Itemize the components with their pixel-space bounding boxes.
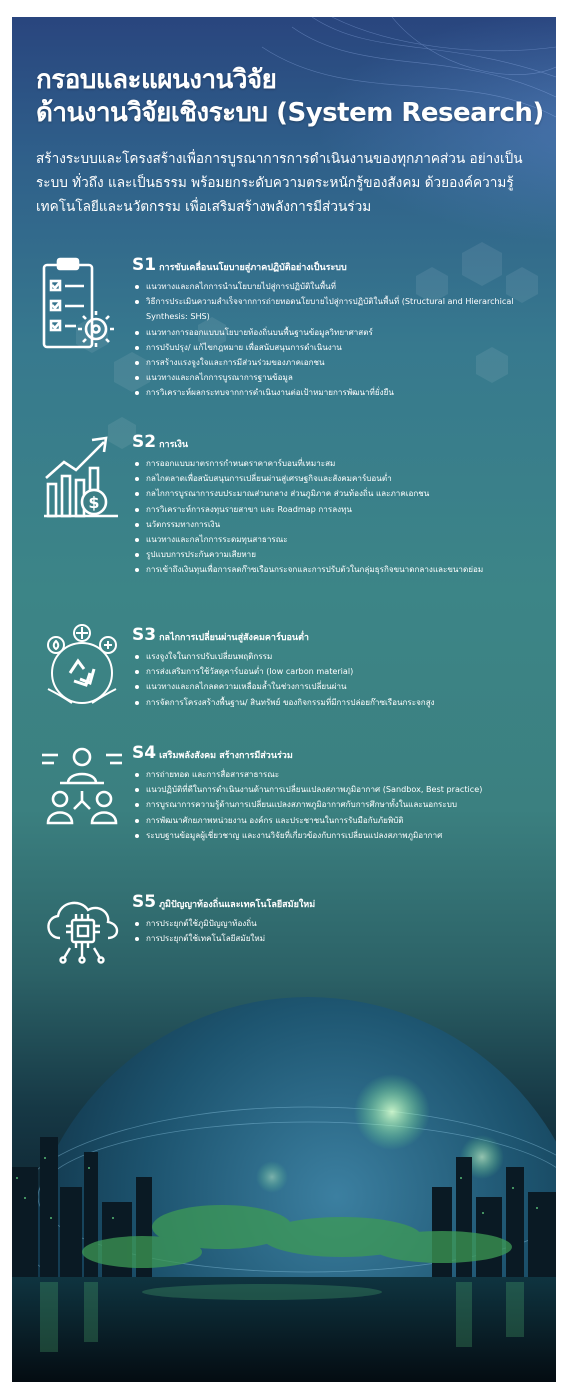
list-item: การเข้าถึงเงินทุนเพื่อการลดก๊าซเรือนกระจกและการปรับตัวในกลุ่มธุรกิจขนาดกลางและขนาดย่อม <box>132 562 544 577</box>
section-code: S4 <box>132 743 157 763</box>
list-item: ระบบฐานข้อมูลผู้เชี่ยวชาญ และงานวิจัยที่เกี่ยวข้องกับการเปลี่ยนแปลงสภาพภูมิอากาศ <box>132 828 544 843</box>
list-item: การสร้างแรงจูงใจและการมีส่วนร่วมของภาคเอกชน <box>132 355 544 370</box>
section-code: S5 <box>132 892 157 912</box>
list-item: แนวทางและกลไกการนำนโยบายไปสู่การปฏิบัติในพื้นที่ <box>132 279 544 294</box>
svg-text:$: $ <box>88 493 100 512</box>
section-title: การขับเคลื่อนนโยบายสู่ภาคปฏิบัติอย่างเป็นระบบ <box>159 263 347 273</box>
community-meeting-icon <box>40 743 124 833</box>
list-item: การประยุกต์ใช้เทคโนโลยีสมัยใหม่ <box>132 931 544 946</box>
intro-paragraph: สร้างระบบและโครงสร้างเพื่อการบูรณาการการดำเนินงานของทุกภาคส่วน อย่างเป็นระบบ ทั่วถึง และเป็นธรรม พร้อมยกระดับความตระหนักรู้ของสังคม ด้วยองค์ความรู้ เทคโนโลยีและนวัตกรรม เพื่อเสริมสร้างพลังการมีส่วนร่วม <box>36 151 523 215</box>
list-item: กลไกการบูรณาการงบประมาณส่วนกลาง ส่วนภูมิภาค ส่วนท้องถิ่น และภาคเอกชน <box>132 486 544 501</box>
section-heading <box>132 255 542 275</box>
list-item: การประยุกต์ใช้ภูมิปัญญาท้องถิ่น <box>132 916 544 931</box>
finance-growth-chart-icon <box>40 432 124 522</box>
clipboard-checklist-gear-icon <box>40 255 120 355</box>
list-item: แรงจูงใจในการปรับเปลี่ยนพฤติกรรม <box>132 649 544 664</box>
title-line-2: ด้านงานวิจัยเชิงระบบ (System Research) <box>36 98 544 128</box>
recycle-hands-globe-icon <box>40 623 124 707</box>
list-item: แนวทางและกลไกการระดมทุนสาธารณะ <box>132 532 544 547</box>
section-heading <box>132 892 542 912</box>
list-item: การปรับปรุง/ แก้ไขกฎหมาย เพื่อสนับสนุนการดำเนินงาน <box>132 340 544 355</box>
section-item-list <box>132 279 544 401</box>
section-code: S3 <box>132 625 157 645</box>
section-title: การเงิน <box>159 440 189 450</box>
list-item: แนวทางการออกแบบนโยบายท้องถิ่นบนพื้นฐานข้อมูลวิทยาศาสตร์ <box>132 325 544 340</box>
list-item: การส่งเสริมการใช้วัสดุคาร์บอนต่ำ (low carbon material) <box>132 664 544 679</box>
section-title: กลไกการเปลี่ยนผ่านสู่สังคมคาร์บอนต่ำ <box>159 633 309 643</box>
section-code: S2 <box>132 432 157 452</box>
section-code: S1 <box>132 255 157 275</box>
section-heading <box>132 743 542 763</box>
list-item: แนวทางและกลไกลดความเหลื่อมล้ำในช่วงการเปลี่ยนผ่าน <box>132 679 544 694</box>
list-item: การออกแบบมาตรการกำหนดราคาคาร์บอนที่เหมาะสม <box>132 456 544 471</box>
section-heading <box>132 432 542 452</box>
cloud-chip-icon <box>40 894 128 966</box>
list-item: การวิเคราะห์ผลกระทบจากการดำเนินงานต่อเป้าหมายการพัฒนาที่ยั่งยืน <box>132 385 544 400</box>
list-item: แนวปฏิบัติที่ดีในการดำเนินงานด้านการเปลี่ยนแปลงสภาพภูมิอากาศ (Sandbox, Best practice) <box>132 782 544 797</box>
glowing-continent <box>354 1074 430 1150</box>
list-item: แนวทางและกลไกการบูรณาการฐานข้อมูล <box>132 370 544 385</box>
poster <box>12 17 556 1382</box>
list-item: นวัตกรรมทางการเงิน <box>132 517 544 532</box>
section-item-list <box>132 649 544 710</box>
section-item-list <box>132 916 544 946</box>
section-item-list <box>132 456 544 578</box>
page-title <box>36 64 546 130</box>
list-item: การจัดการโครงสร้างพื้นฐาน/ สินทรัพย์ ของกิจกรรมที่มีการปล่อยก๊าซเรือนกระจกสูง <box>132 695 544 710</box>
section-item-list <box>132 767 544 843</box>
list-item: การวิเคราะห์การลงทุนรายสาขา และ Roadmap การลงทุน <box>132 502 544 517</box>
list-item: การบูรณาการความรู้ด้านการเปลี่ยนแปลงสภาพภูมิอากาศกับการศึกษาทั้งในและนอกระบบ <box>132 797 544 812</box>
section-title: เสริมพลังสังคม สร้างการมีส่วนร่วม <box>159 751 293 761</box>
section-title: ภูมิปัญญาท้องถิ่นและเทคโนโลยีสมัยใหม่ <box>159 900 316 910</box>
section-heading <box>132 625 542 645</box>
list-item: การถ่ายทอด และการสื่อสารสาธารณะ <box>132 767 544 782</box>
list-item: กลไกตลาดเพื่อสนับสนุนการเปลี่ยนผ่านสู่เศรษฐกิจและสังคมคาร์บอนต่ำ <box>132 471 544 486</box>
list-item: การพัฒนาศักยภาพหน่วยงาน องค์กร และประชาชนในการรับมือกับภัยพิบัติ <box>132 813 544 828</box>
title-line-1: กรอบและแผนงานวิจัย <box>36 65 277 95</box>
list-item: วิธีการประเมินความสำเร็จจากการถ่ายทอดนโยบายไปสู่การปฏิบัติในพื้นที่ (Structural and Hierarchical Synthesis: SHS) <box>132 294 544 324</box>
list-item: รูปแบบการประกันความเสียหาย <box>132 547 544 562</box>
